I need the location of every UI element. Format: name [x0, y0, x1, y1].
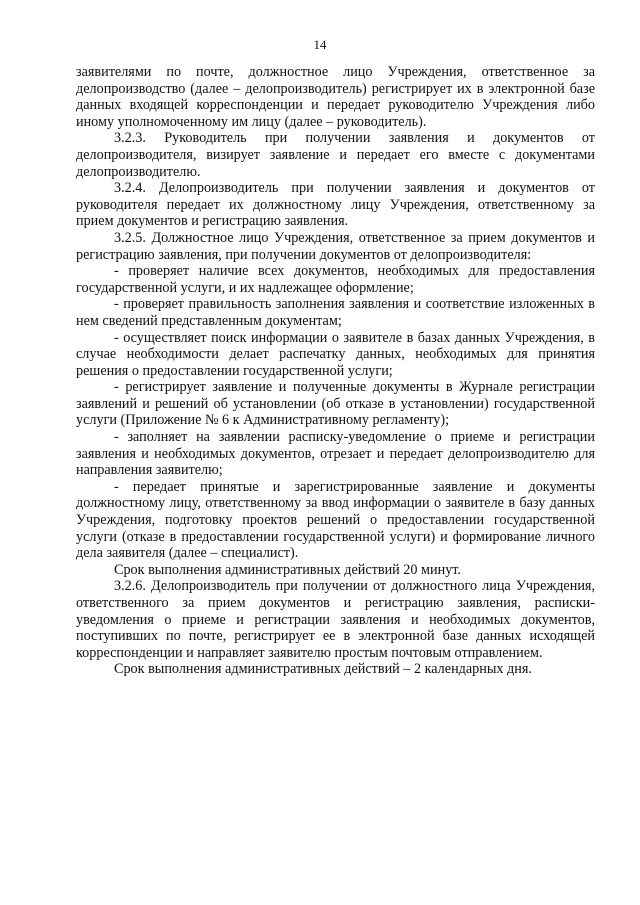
document-body	[76, 64, 595, 678]
list-item-register: - регистрирует заявление и полученные документы в Журнале регистрации заявлений и решений об установлении (об отказе в установлении) государственной услуги (Приложение № 6 к Административному регламенту);	[76, 379, 595, 429]
paragraph-3-2-4: 3.2.4. Делопроизводитель при получении заявления и документов от руководителя передает их должностному лицу Учреждения, ответственному за прием документов и регистрацию заявления.	[76, 180, 595, 230]
paragraph-deadline-2-days: Срок выполнения административных действий – 2 календарных дня.	[114, 661, 532, 678]
list-item-check-application: - проверяет правильность заполнения заявления и соответствие изложенных в нем сведений представленным документам;	[76, 296, 595, 329]
paragraph-intro: заявителями по почте, должностное лицо Учреждения, ответственное за делопроизводство (далее – делопроизводитель) регистрирует их в электронной базе данных входящей корреспонденции и передает руководителю Учреждения либо иному уполномоченному им лицу (далее – руководитель).	[76, 64, 595, 130]
paragraph-3-2-5: 3.2.5. Должностное лицо Учреждения, ответственное за прием документов и регистрацию заявления, при получении документов от делопроизводителя:	[76, 229, 595, 263]
paragraph-3-2-3: 3.2.3. Руководитель при получении заявления и документов от делопроизводителя, визирует заявление и передает его вместе с документами делопроизводителю.	[76, 130, 595, 180]
list-item-check-documents: - проверяет наличие всех документов, необходимых для предоставления государственной услуги, и их надлежащее оформление;	[76, 263, 595, 296]
page-number: 14	[313, 37, 327, 52]
list-item-transfer: - передает принятые и зарегистрированные заявление и документы должностному лицу, ответственному за ввод информации о заявителе в базу данных Учреждения, подготовку проектов решений о предоставлении государственной услуги (отказе в предоставлении государственной услуги) и формирование личного дела заявителя (далее – специалист).	[76, 478, 595, 562]
list-item-search-info: - осуществляет поиск информации о заявителе в базах данных Учреждения, в случае необходимости делает распечатку данных, необходимых для принятия решения о предоставлении государственной услуги;	[76, 329, 595, 379]
list-item-receipt: - заполняет на заявлении расписку-уведомление о приеме и регистрации заявления и необходимых документов, отрезает и передает делопроизводителю для направления заявителю;	[76, 429, 595, 479]
paragraph-deadline-20-min: Срок выполнения административных действий 20 минут.	[114, 561, 461, 578]
paragraph-3-2-6: 3.2.6. Делопроизводитель при получении от должностного лица Учреждения, ответственного за прием документов и регистрацию заявления, расписки-уведомления о приеме и регистрации заявления и необходимых документов, поступивших по почте, регистрирует ее в электронной базе данных исходящей корреспонденции и направляет заявителю простым почтовым отправлением.	[76, 578, 595, 661]
